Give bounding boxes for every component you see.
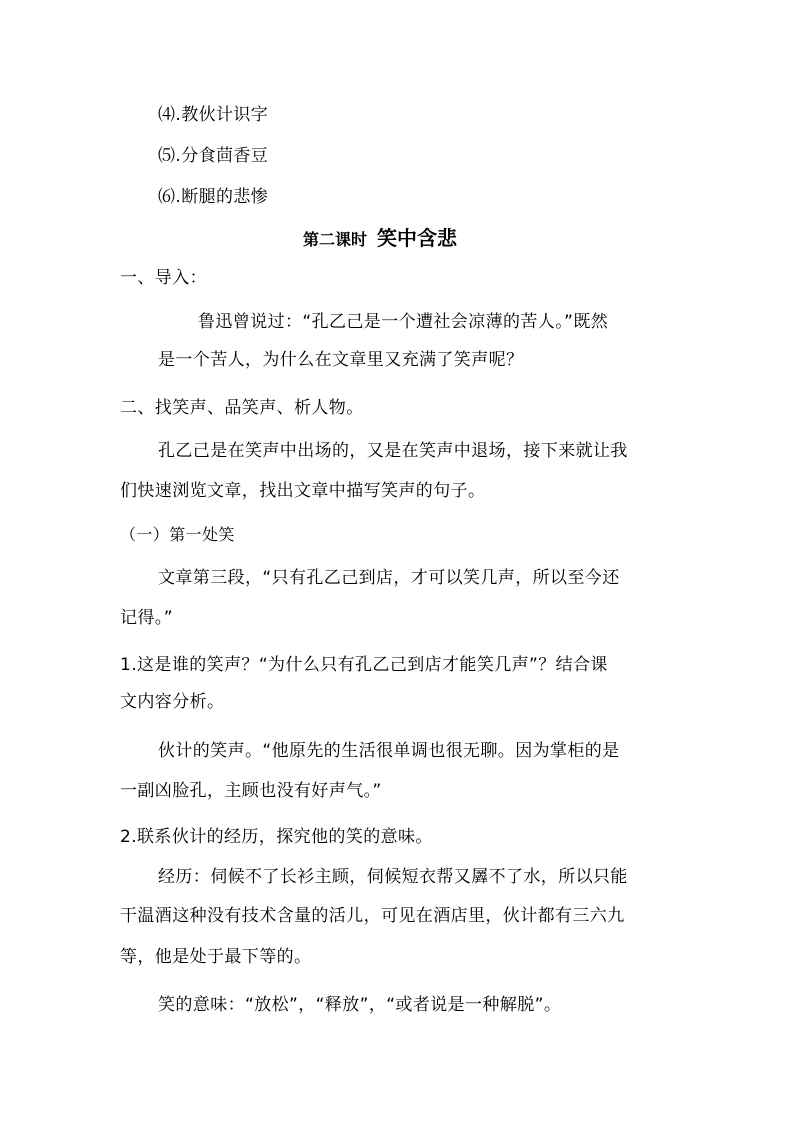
laughter-meaning: 笑的意味：“放松”，“释放”，“或者说是一种解脱”。 <box>158 995 562 1015</box>
list-item-5: ⑸.分食茴香豆 <box>158 146 269 166</box>
subsection-heading: （一）第一处笑 <box>120 525 235 544</box>
lesson-subtitle: 笑中含悲 <box>377 226 458 250</box>
paragraph-line: 孔乙己是在笑声中出场的，又是在笑声中退场，接下来就让我 <box>158 441 628 461</box>
paragraph-line: 文章第三段，“只有孔乙己到店，才可以笑几声，所以至今还 <box>158 568 620 588</box>
question-1-line: 1.这是谁的笑声？“为什么只有孔乙己到店才能笑几声”？结合课 <box>120 655 608 675</box>
paragraph-line: 记得。” <box>120 608 173 628</box>
lesson-label: 第二课时 <box>303 230 368 249</box>
lesson-title <box>303 225 457 253</box>
experience-line: 干温酒这种没有技术含量的活儿，可见在酒店里，伙计都有三六九 <box>120 906 625 926</box>
section-heading-intro: 一、导入： <box>120 268 207 288</box>
answer-line: 一副凶脸孔，主顾也没有好声气。” <box>120 781 382 801</box>
list-item-4: ⑷.教伙计识字 <box>158 105 269 125</box>
paragraph-line: 们快速浏览文章，找出文章中描写笑声的句子。 <box>120 481 486 501</box>
paragraph-line: 是一个苦人，为什么在文章里又充满了笑声呢？ <box>158 350 524 370</box>
question-2: 2.联系伙计的经历，探究他的笑的意味。 <box>120 827 433 847</box>
experience-line: 等，他是处于最下等的。 <box>120 947 312 967</box>
experience-line: 经历：伺候不了长衫主顾，伺候短衣帮又羼不了水，所以只能 <box>158 867 628 887</box>
question-1-line: 文内容分析。 <box>120 692 225 712</box>
answer-line: 伙计的笑声。“他原先的生活很单调也很无聊。因为掌柜的是 <box>158 741 620 761</box>
list-item-6: ⑹.断腿的悲惨 <box>158 187 269 207</box>
paragraph-line: 鲁迅曾说过：“孔乙己是一个遭社会凉薄的苦人。”既然 <box>198 312 609 332</box>
section-heading-laughter: 二、找笑声、品笑声、析人物。 <box>120 398 364 418</box>
